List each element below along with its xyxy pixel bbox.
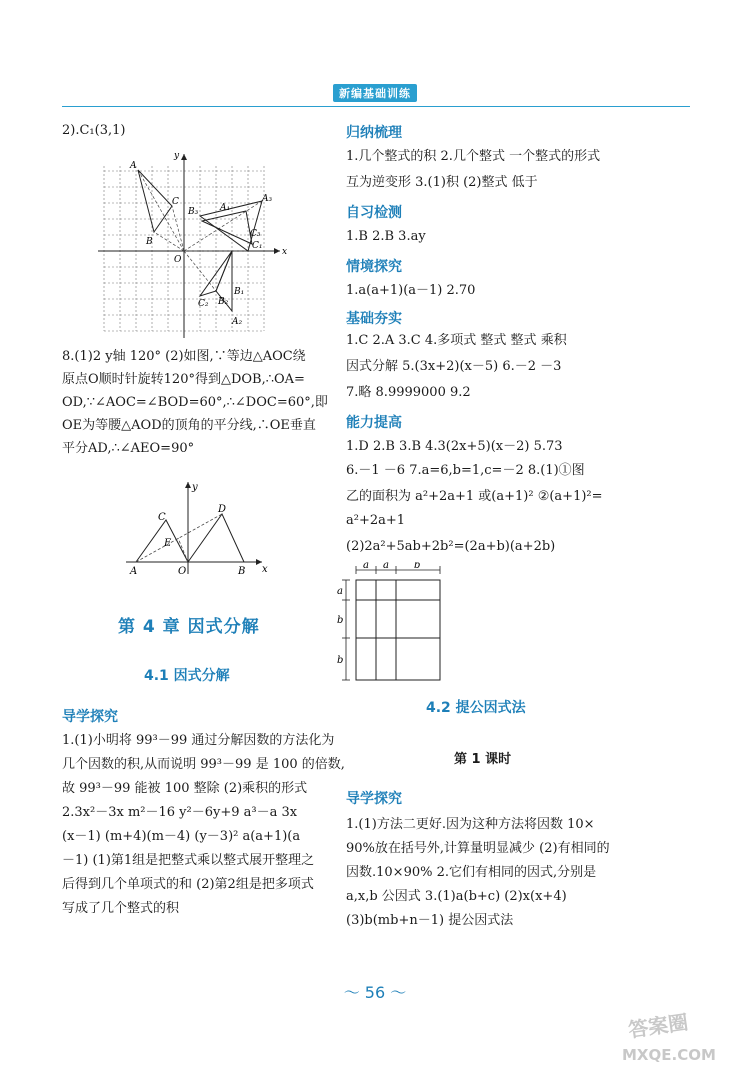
daoxue-line: －1) (1)第1组是把整式乘以整式展开整理之 [62, 853, 315, 868]
label-b: b [414, 562, 421, 571]
q8-line: 8.(1)2 y轴 120° (2)如图,∵等边△AOC绕 [62, 349, 306, 364]
label-B3: B₃ [188, 207, 199, 217]
jichu-line: 7.略 8.9999000 9.2 [346, 385, 471, 400]
section-title: 4.1 因式分解 [144, 668, 230, 684]
daoxue-line: 2.3x²－3x m²－16 y²－6y+9 a³－a 3x [62, 805, 298, 820]
qingjing-title: 情境探究 [346, 259, 402, 275]
label-x: x [282, 247, 288, 257]
zixi-line: 1.B 2.B 3.ay [346, 229, 426, 244]
label-B2: B₂ [218, 297, 229, 307]
lesson-title: 第 1 课时 [454, 752, 512, 767]
jichu-line: 1.C 2.A 3.C 4.多项式 整式 整式 乘积 [346, 333, 567, 348]
guina-title: 归纳梳理 [346, 125, 402, 141]
label-a: a [337, 586, 343, 597]
daoxue-line: (x－1) (m+4)(m－4) (y－3)² a(a+1)(a [62, 829, 301, 844]
guina-line: 互为逆变形 3.(1)积 (2)整式 低于 [346, 175, 538, 190]
label-B: B [146, 237, 153, 247]
label-O: O [174, 255, 182, 265]
nengli-line: 乙的面积为 a²+2a+1 或(a+1)² ②(a+1)²= [346, 489, 603, 504]
daoxue2-title: 导学探究 [346, 791, 402, 807]
triangle-figure [122, 478, 272, 578]
daoxue2-line: 因数.10×90% 2.它们有相同的因式,分别是 [346, 865, 597, 880]
jichu-title: 基础夯实 [346, 311, 402, 327]
qingjing-line: 1.a(a+1)(a－1) 2.70 [346, 283, 476, 298]
chapter-title: 第 4 章 因式分解 [118, 617, 260, 637]
label-E: E [164, 538, 172, 549]
section2-title: 4.2 提公因式法 [426, 700, 526, 716]
guina-line: 1.几个整式的积 2.几个整式 一个整式的形式 [346, 149, 601, 164]
label-B1: B₁ [234, 287, 245, 297]
nengli-line: a²+2a+1 [346, 513, 406, 528]
label-C: C [158, 512, 166, 523]
label-b: b [337, 615, 344, 626]
label-x: x [262, 564, 268, 575]
label-C1: C₁ [252, 241, 263, 251]
label-a: a [383, 562, 389, 571]
daoxue-line: 写成了几个整式的积 [62, 901, 180, 916]
label-C3: C₃ [250, 229, 261, 239]
label-B: B [238, 566, 246, 577]
q8-line: 原点O顺时针旋转120°得到△DOB,∴OA= [62, 372, 305, 387]
zixi-title: 自习检测 [346, 205, 402, 221]
header-banner [0, 84, 750, 102]
label-A2: A₂ [232, 317, 243, 327]
nengli-line: (2)2a²+5ab+2b²=(2a+b)(a+2b) [346, 539, 556, 554]
daoxue-line: 故 99³－99 能被 100 整除 (2)乘积的形式 [62, 781, 308, 796]
label-C2: C₂ [198, 299, 209, 309]
daoxue-title: 导学探究 [62, 709, 118, 725]
daoxue-line: 1.(1)小明将 99³－99 通过分解因数的方法化为 [62, 733, 335, 748]
label-a: a [363, 562, 369, 571]
daoxue-line: 几个因数的积,从而说明 99³－99 是 100 的倍数, [62, 757, 345, 772]
header-rule [62, 106, 690, 107]
label-y: y [174, 151, 180, 161]
label-A3: A₃ [262, 194, 273, 204]
label-A: A [130, 161, 137, 171]
nengli-line: 6.－1 －6 7.a=6,b=1,c=－2 8.(1)①图 [346, 463, 585, 478]
nengli-line: 1.D 2.B 3.B 4.3(2x+5)(x－2) 5.73 [346, 439, 563, 454]
page-number: ～ 56 ～ [343, 983, 407, 1002]
jichu-line: 因式分解 5.(3x+2)(x－5) 6.－2 －3 [346, 359, 562, 374]
q8-line: 平分AD,∴∠AEO=90° [62, 441, 195, 456]
q8-line: OE为等腰△AOD的顶角的平分线,∴OE垂直 [62, 418, 316, 433]
daoxue2-line: 1.(1)方法二更好.因为这种方法将因数 10× [346, 817, 595, 832]
answer-item-2: 2).C₁(3,1) [62, 123, 126, 138]
label-A: A [130, 566, 138, 577]
nengli-title: 能力提高 [346, 415, 402, 431]
rotation-grid-figure [94, 146, 304, 346]
label-y: y [192, 482, 198, 493]
daoxue2-line: (3)b(mb+n－1) 提公因式法 [346, 913, 514, 928]
watermark-url: MXQE.COM [622, 1046, 716, 1064]
header-title: 新编基础训练 [333, 84, 417, 102]
daoxue-line: 后得到几个单项式的和 (2)第2组是把多项式 [62, 877, 314, 892]
label-C: C [172, 197, 179, 207]
label-D: D [218, 504, 227, 515]
watermark-logo: 答案圈 [626, 1009, 690, 1043]
label-b: b [337, 655, 344, 666]
daoxue2-line: 90%放在括号外,计算量明显减少 (2)有相同的 [346, 841, 610, 856]
q8-line: OD,∵∠AOC=∠BOD=60°,∴∠DOC=60°,即 [62, 395, 328, 410]
label-O: O [178, 566, 187, 577]
area-model-figure [336, 562, 446, 687]
daoxue2-line: a,x,b 公因式 3.(1)a(b+c) (2)x(x+4) [346, 889, 567, 904]
label-A1: A₁ [220, 203, 231, 213]
